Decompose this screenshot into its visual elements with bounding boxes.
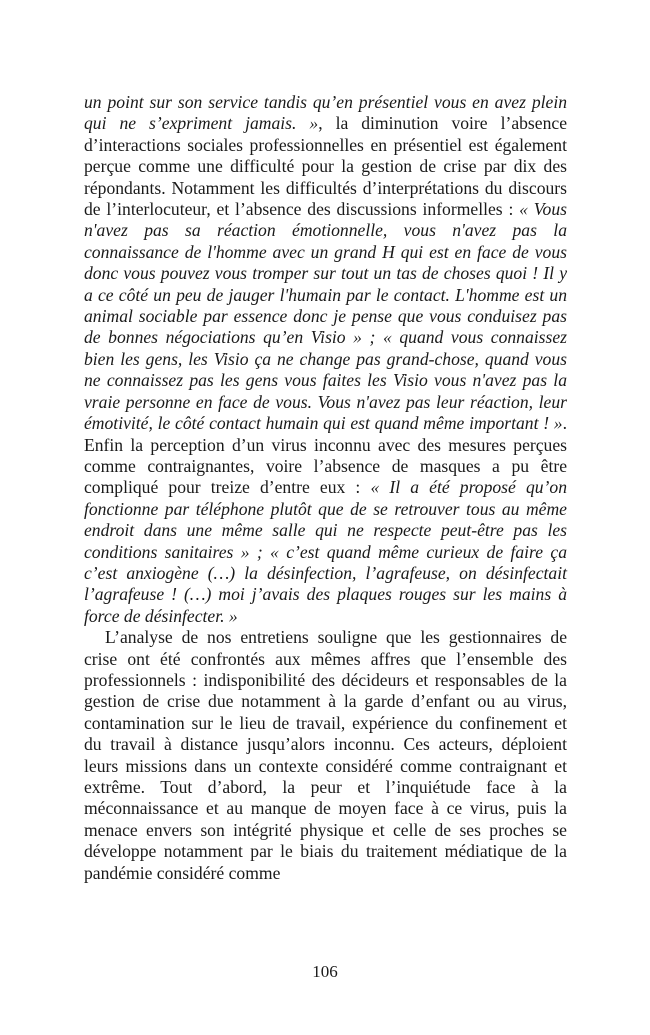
quote-sanitary: « Il a été proposé qu’on fonctionne par téléphone plutôt que de se retrouver tous au même endroit dans une même salle qui ne respecte peut-être pas les conditions sanitaires » ; « c’est quand même curieux de faire ça c’est anxiogène (…) la désinfection, l’agrafeuse, on désinfectait l’agrafeuse ! (…) moi j’avais des plaques rouges sur les mains à force de désinfecter. » — [84, 477, 567, 626]
paragraph-continued — [84, 92, 567, 627]
page-body — [84, 92, 567, 884]
paragraph-analysis: L’analyse de nos entretiens souligne que les gestionnaires de crise ont été confrontés aux mêmes affres que l’ensemble des professionnels : indisponibilité des décideurs et responsables de la gestion de crise due notamment à la garde d’enfant ou au virus, contamination sur le lieu de travail, expérience du confinement et du travail à distance jusqu’alors inconnu. Ces acteurs, déploient leurs missions dans un contexte considéré comme contraignant et extrême. Tout d’abord, la peur et l’inquiétude face à la méconnaissance et au manque de moyen face à ce virus, puis la menace envers son intégrité physique et celle de ses proches se développe notamment par le biais du traitement médiatique de la pandémie considéré comme — [84, 627, 567, 883]
quote-end: un point sur son service tandis qu’en présentiel vous en avez plein qui ne s’expriment jamais. » — [84, 92, 567, 134]
body-text: , la diminution voire l’absence d’interactions sociales professionnelles en présentiel est également perçue comme une difficulté pour la gestion de crise par dix des répondants. Notamment les difficultés d’interprétations du discours de l’interlocuteur, et l’absence des discussions informelles : — [84, 113, 567, 220]
page-number: 106 — [312, 962, 338, 981]
body-text: . Enfin la perception d’un virus inconnu avec des mesures perçues comme contraignantes, voire l’absence de masques a pu être compliqué pour treize d’entre eux : — [84, 413, 567, 498]
quote-interactions: « Vous n'avez pas sa réaction émotionnelle, vous n'avez pas la connaissance de l'homme avec un grand H qui est en face de vous donc vous pouvez vous tromper sur tout un tas de choses quoi ! Il y a ce côté un peu de jauger l'humain par le contact. L'homme est un animal sociable par essence donc je pense que vous conduisez pas de bonnes négociations qu’en Visio » ; « quand vous connaissez bien les gens, les Visio ça ne change pas grand-chose, quand vous ne connaissez pas les gens vous faites les Visio vous n'avez pas la vraie personne en face de vous. Vous n'avez pas leur réaction, leur émotivité, le côté contact humain qui est quand même important ! » — [84, 199, 567, 434]
